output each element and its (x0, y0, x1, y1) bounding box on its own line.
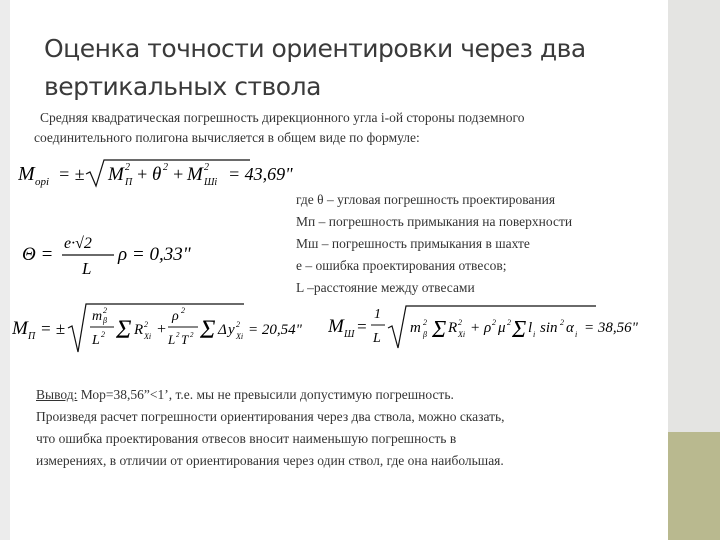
definition-mp: Мп – погрешность примыкания на поверхности (296, 214, 573, 229)
formula-mp (12, 300, 302, 360)
svg-text:2: 2 (423, 318, 427, 327)
svg-text:Σ: Σ (432, 317, 447, 343)
intro-paragraph (34, 108, 674, 148)
formula-mp-graphic (12, 300, 302, 360)
svg-text:L: L (92, 333, 100, 348)
svg-text:Шi: Шi (204, 177, 218, 188)
formula-mp-lhs-sub: П (28, 331, 36, 342)
formula-mori-lhs-sub: opi (35, 176, 50, 188)
svg-text:L: L (373, 331, 381, 346)
svg-text:μ: μ (498, 320, 506, 336)
svg-text:2: 2 (163, 162, 168, 173)
definition-theta: где θ – угловая погрешность проектирования (296, 192, 556, 207)
page-title (44, 30, 644, 106)
formula-mori (18, 156, 308, 190)
svg-text:y: y (228, 322, 235, 338)
svg-text:L: L (168, 332, 176, 347)
right-accent-block (668, 432, 720, 540)
svg-text:β: β (103, 316, 107, 325)
svg-text:+: + (156, 321, 167, 338)
svg-text:Σ: Σ (116, 315, 132, 344)
svg-text:Xi: Xi (144, 332, 152, 341)
svg-text:2: 2 (103, 306, 107, 315)
formula-mori-graphic (18, 156, 308, 190)
svg-text:2: 2 (507, 318, 511, 327)
svg-text:α: α (566, 320, 574, 336)
definition-e: е – ошибка проектирования отвесов; (296, 258, 507, 273)
svg-text:2: 2 (190, 331, 194, 339)
svg-text:2: 2 (204, 162, 209, 173)
svg-text:i: i (575, 330, 578, 339)
svg-text:Δ: Δ (218, 322, 227, 338)
svg-text:П: П (125, 177, 133, 188)
svg-text:M: M (187, 164, 203, 185)
svg-text:i: i (533, 330, 536, 339)
svg-text:l: l (528, 320, 533, 336)
svg-text:m: m (92, 309, 103, 324)
svg-text:2: 2 (101, 330, 105, 339)
svg-text:2: 2 (125, 162, 130, 173)
formula-msh (328, 300, 658, 356)
right-decorative-band (668, 0, 720, 432)
svg-text:+: + (172, 164, 185, 184)
svg-text:Xi: Xi (458, 330, 466, 339)
svg-text:R: R (448, 320, 458, 336)
formula-theta (22, 230, 222, 278)
conclusion-label: Вывод: (36, 387, 78, 402)
intro-line-2: соединительного полигона вычисляется в общем виде по формуле: (34, 130, 420, 145)
formula-msh-graphic (328, 300, 658, 356)
definitions-list (296, 189, 572, 299)
formula-mori-rhs: = 43,69" (228, 164, 293, 184)
svg-text:2: 2 (492, 318, 496, 327)
formula-msh-rhs: = 38,56" (584, 320, 638, 336)
svg-text:2: 2 (144, 320, 148, 329)
svg-text:=: = (356, 317, 368, 336)
svg-text:+: + (470, 320, 481, 336)
svg-text:+: + (136, 164, 149, 184)
svg-text:β: β (423, 330, 427, 339)
definition-l: L –расстояние между отвесами (296, 280, 475, 295)
title-line-1: Оценка точности ориентировки через два (44, 34, 586, 63)
conclusion-line-4: измерениях, в отличии от ориентирования через один ствол, где она наибольшая. (36, 453, 504, 468)
svg-text:1: 1 (374, 307, 381, 322)
svg-text:Xi: Xi (236, 332, 244, 341)
svg-text:2: 2 (458, 318, 462, 327)
svg-text:ρ: ρ (172, 309, 179, 324)
svg-text:2: 2 (560, 318, 564, 327)
svg-text:R: R (134, 322, 144, 338)
conclusion-line-1-text: Мор=38,56”<1’, т.е. мы не превысили допустимую погрешность. (77, 387, 454, 402)
left-decorative-stripe (0, 0, 10, 540)
svg-text:2: 2 (236, 320, 240, 329)
formula-theta-rhs: ρ = 0,33" (118, 244, 191, 265)
formula-theta-num: e·√2 (64, 235, 92, 252)
svg-text:T: T (181, 332, 189, 347)
formula-msh-lhs-sub: Ш (344, 329, 355, 340)
svg-text:2: 2 (176, 331, 180, 339)
svg-text:Σ: Σ (200, 315, 216, 344)
conclusion-line-1 (36, 384, 650, 406)
formula-theta-lhs: Θ = (22, 244, 54, 265)
conclusion-line-2: Произведя расчет погрешности ориентирования через два ствола, можно сказать, (36, 409, 505, 424)
definition-msh: Мш – погрешность примыкания в шахте (296, 236, 530, 251)
svg-text:= ±: = ± (40, 319, 66, 338)
formula-msh-lhs: M (328, 316, 344, 337)
svg-text:ρ: ρ (484, 320, 492, 336)
formula-theta-den: L (82, 259, 92, 278)
formula-theta-graphic (22, 230, 222, 278)
formula-mp-rhs: = 20,54" (248, 322, 302, 338)
svg-text:sin: sin (540, 320, 558, 336)
formula-mp-lhs: M (12, 318, 28, 339)
conclusion-paragraph (36, 384, 650, 472)
svg-text:= ±: = ± (58, 164, 85, 184)
formula-mori-lhs: M (18, 163, 35, 185)
title-line-2: вертикальных ствола (44, 72, 321, 101)
svg-text:M: M (108, 164, 124, 185)
svg-text:θ: θ (152, 164, 162, 185)
svg-text:2: 2 (181, 306, 185, 315)
conclusion-line-3: что ошибка проектирования отвесов вносит наименьшую погрешность в (36, 431, 457, 446)
intro-line-1: Средняя квадратическая погрешность дирекционного угла i-ой стороны подземного (40, 110, 525, 125)
svg-text:m: m (410, 320, 421, 336)
svg-text:Σ: Σ (512, 317, 527, 343)
